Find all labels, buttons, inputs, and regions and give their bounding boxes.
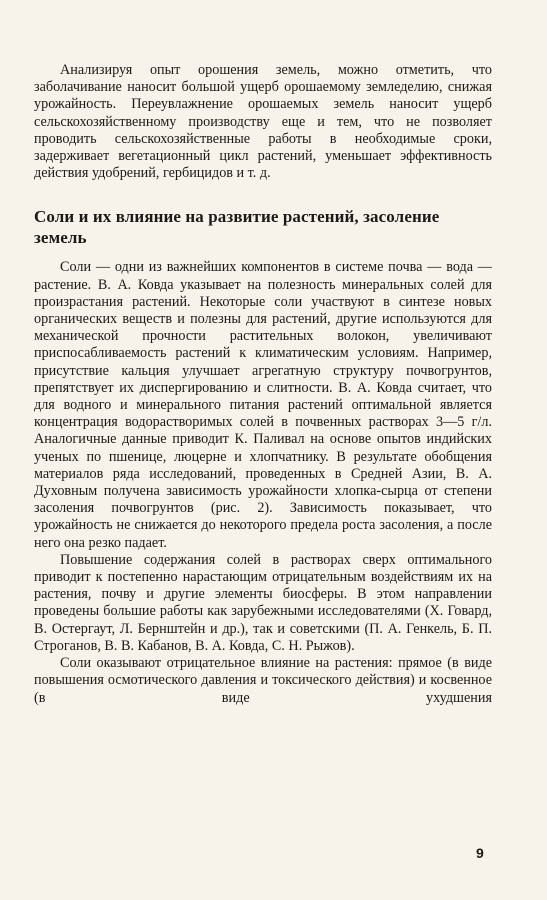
intro-paragraph: Анализируя опыт орошения земель, можно отметить, что заболачивание наносит большой ущерб орошаемому земледелию, снижая урожайность. Переувлажнение орошаемых земель наносит ущерб сельскохозяйственному производству еще и тем, что не позволяет проводить сельскохозяйственные работы в необходимые сроки, задерживает вегетационный цикл растений, уменьшает эффективность действия удобрений, гербицидов и т. д. [34,62,492,182]
page-number: 9 [476,845,484,861]
body-paragraph: Соли — одни из важнейших компонентов в системе почва — вода — растение. В. А. Ковда указывает на полезность минеральных солей для произрастания растений. Некоторые соли участвуют в синтезе новых органических веществ и полезны для растений, другие используются для механической прочности растительных волокон, увеличивают приспосабливаемость растений к климатическим условиям. Например, присутствие кальция улучшает агрегатную структуру почвогрунтов, препятствует их диспергированию и слитности. В. А. Ковда считает, что для водного и минерального питания растений оптимальной является концентрация водорастворимых солей в почвенных растворах 3—5 г/л. Аналогичные данные приводит К. Паливал на основе опытов индийских ученых по пшенице, люцерне и хлопчатнику. В результате обобщения материалов ряда исследований, проведенных в Средней Азии, В. А. Духовным получена зависимость урожайности хлопка-сырца от степени засоления почвогрунтов (рис. 2). Зависимость показывает, что урожайность не снижается до некоторого предела роста засоления, а после него она резко падает. [34,259,492,551]
body-paragraph: Повышение содержания солей в растворах сверх оптимального приводит к постепенно нарастающим отрицательным воздействиям их на растения, почву и другие элементы биосферы. В этом направлении проведены большие работы как зарубежными исследователями (Х. Говард, В. Остергаут, Л. Бернштейн и др.), так и советскими (П. А. Генкель, Б. П. Строганов, В. В. Кабанов, В. А. Ковда, С. Н. Рыжов). [34,551,492,654]
section-heading: Соли и их влияние на развитие растений, засоление земель [34,207,440,248]
page-content [34,62,492,707]
section-body [34,259,492,706]
body-paragraph: Соли оказывают отрицательное влияние на растения: прямое (в виде повышения осмотического давления и токсического действия) и косвенное (в виде ухудшения [34,655,492,706]
